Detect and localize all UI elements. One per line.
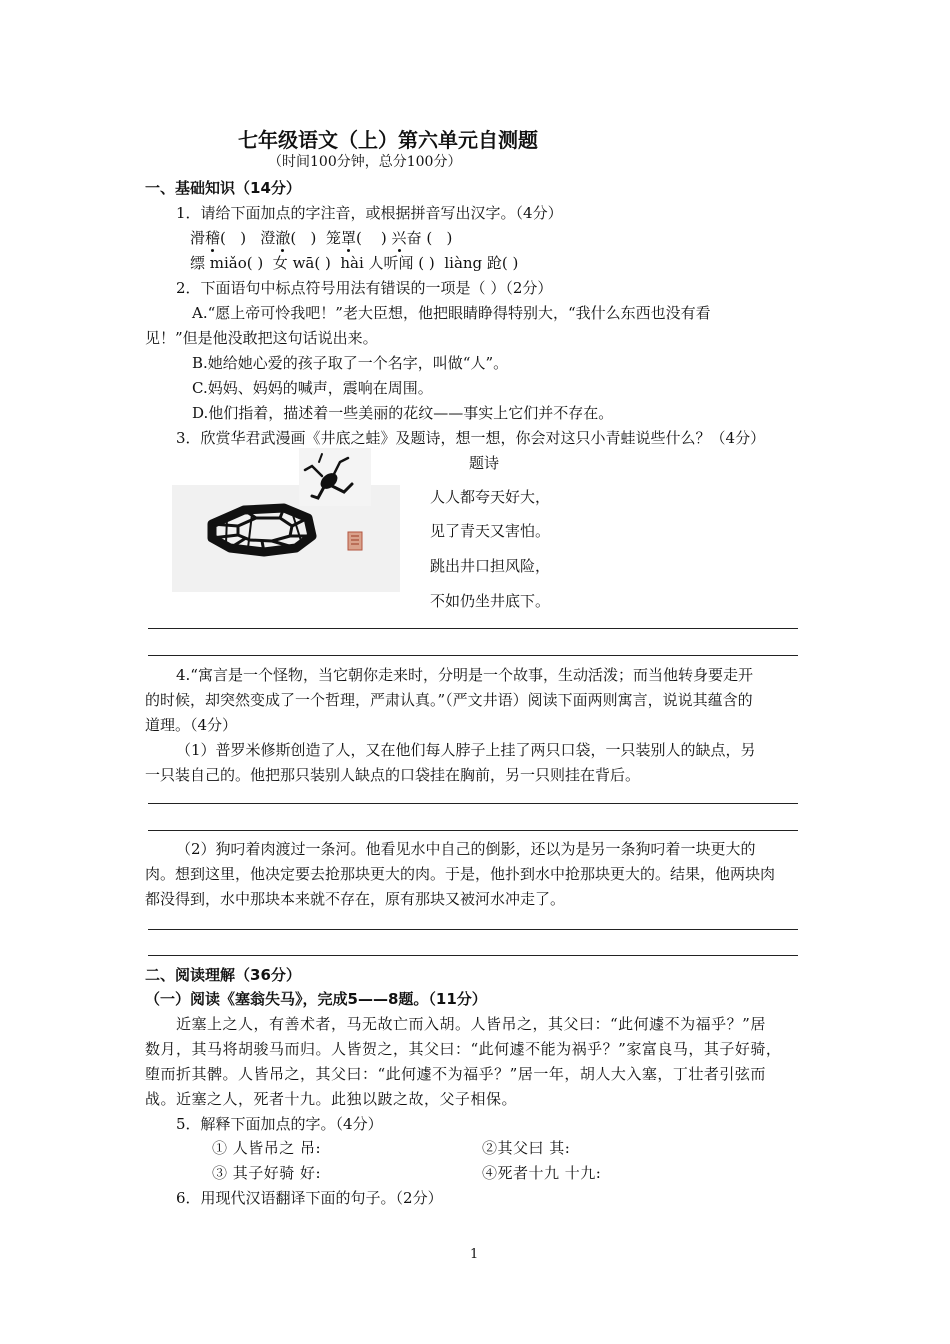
- q1-item-2: 澄澈( ): [260, 229, 317, 247]
- q1-stem: 1．请给下面加点的字注音，或根据拼音写出汉字。（4分）: [176, 204, 563, 222]
- q5-item-1: ① 人皆吊之 吊:: [212, 1139, 322, 1157]
- section1-heading: 一、基础知识（14分）: [145, 179, 301, 197]
- answer-line[interactable]: [148, 955, 798, 956]
- q4-line1: 4.“寓言是一个怪物，当它朝你走来时，分明是一个故事，生动活泼；而当他转身要走开: [176, 666, 753, 684]
- fable2-line2: 肉。想到这里，他决定要去抢那块更大的肉。于是，他扑到水中抢那块更大的。结果，他两块肉: [145, 865, 776, 883]
- q5-stem: 5．解释下面加点的字。（4分）: [176, 1115, 383, 1133]
- section2-heading: 二、阅读理解（36分）: [145, 966, 301, 984]
- q5-item-4: ④死者十九 十九:: [482, 1164, 602, 1182]
- q1-row2: [190, 252, 518, 273]
- q5-item-2: ②其父曰 其:: [482, 1139, 571, 1157]
- q5-item-3: ③ 其子好骑 好:: [212, 1164, 322, 1182]
- q1-item-4: 兴奋 ( ): [391, 229, 453, 247]
- answer-line[interactable]: [148, 830, 798, 831]
- page-subtitle: （时间100分钟，总分100分）: [268, 154, 462, 170]
- page-number: 1: [470, 1247, 479, 1262]
- q2-stem: 2．下面语句中标点符号用法有错误的一项是（ ）（2分）: [176, 279, 553, 297]
- section2-sub1: （一）阅读《塞翁失马》，完成5——8题。（11分）: [145, 990, 487, 1008]
- q1-row1: [190, 227, 452, 248]
- q1-item-6: 女 wā( ): [272, 254, 331, 272]
- answer-line[interactable]: [148, 929, 798, 930]
- q2-option-d: D.他们指着，描述着一些美丽的花纹——事实上它们并不存在。: [192, 404, 614, 422]
- frog-well-cartoon: [172, 448, 400, 592]
- q4-line2: 的时候，却突然变成了一个哲理，严肃认真。”（严文井语）阅读下面两则寓言，说说其蕴含的: [145, 691, 753, 709]
- poem-line-3: 跳出井口担风险，: [430, 557, 551, 575]
- fable1-line2: 一只装自己的。他把那只装别人缺点的口袋挂在胸前，另一只则挂在背后。: [145, 766, 641, 784]
- q3-stem: 3．欣赏华君武漫画《井底之蛙》及题诗，想一想，你会对这只小青蛙说些什么？（4分）: [176, 429, 766, 447]
- passage-line4: 战。近塞之人，死者十九。此独以跛之故，父子相保。: [145, 1090, 518, 1108]
- q2-option-a-line1: A.“愿上帝可怜我吧！”老大臣想，他把眼睛睁得特别大，“我什么东西也没有看: [192, 304, 711, 322]
- poem-title: 题诗: [469, 454, 500, 472]
- q1-item-5: 缥 miǎo( ): [190, 254, 264, 272]
- fable1-line1: （1）普罗米修斯创造了人，又在他们每人脖子上挂了两只口袋，一只装别人的缺点，另: [176, 741, 756, 759]
- fable2-line3: 都没得到，水中那块本来就不存在，原有那块又被河水冲走了。: [145, 890, 566, 908]
- answer-line[interactable]: [148, 628, 798, 629]
- passage-line2: 数月，其马将胡骏马而归。人皆贺之，其父曰：“此何遽不能为祸乎？”家富良马，其子好骑，: [145, 1040, 782, 1058]
- passage-line1: 近塞上之人，有善术者，马无故亡而入胡。人皆吊之，其父曰：“此何遽不为福乎？”居: [176, 1015, 766, 1033]
- poem-line-1: 人人都夸天好大，: [430, 488, 551, 506]
- passage-line3: 堕而折其髀。人皆吊之，其父曰：“此何遽不为福乎？”居一年，胡人大入塞，丁壮者引弦而: [145, 1065, 766, 1083]
- fable2-line1: （2）狗叼着肉渡过一条河。他看见水中自己的倒影，还以为是另一条狗叼着一块更大的: [176, 840, 756, 858]
- poem-line-4: 不如仍坐井底下。: [430, 592, 551, 610]
- q2-option-b: B.她给她心爱的孩子取了一个名字，叫做“人”。: [192, 354, 509, 372]
- answer-line[interactable]: [148, 803, 798, 804]
- q2-option-a-line2: 见！”但是他没敢把这句话说出来。: [145, 329, 378, 347]
- q4-line3: 道理。（4分）: [145, 716, 238, 734]
- q1-item-1: 滑稽( ): [190, 229, 247, 247]
- q2-option-c: C.妈妈、妈妈的喊声，震响在周围。: [192, 379, 433, 397]
- q1-item-7: hài 人听闻 ( ): [340, 254, 435, 272]
- q1-item-3: 笼罩( ): [325, 229, 387, 247]
- q6-stem: 6．用现代汉语翻译下面的句子。（2分）: [176, 1189, 443, 1207]
- q1-item-8: liàng 跄( ): [444, 254, 519, 272]
- page-title: 七年级语文（上）第六单元自测题: [238, 128, 538, 152]
- answer-line[interactable]: [148, 655, 798, 656]
- poem-line-2: 见了青天又害怕。: [430, 522, 551, 540]
